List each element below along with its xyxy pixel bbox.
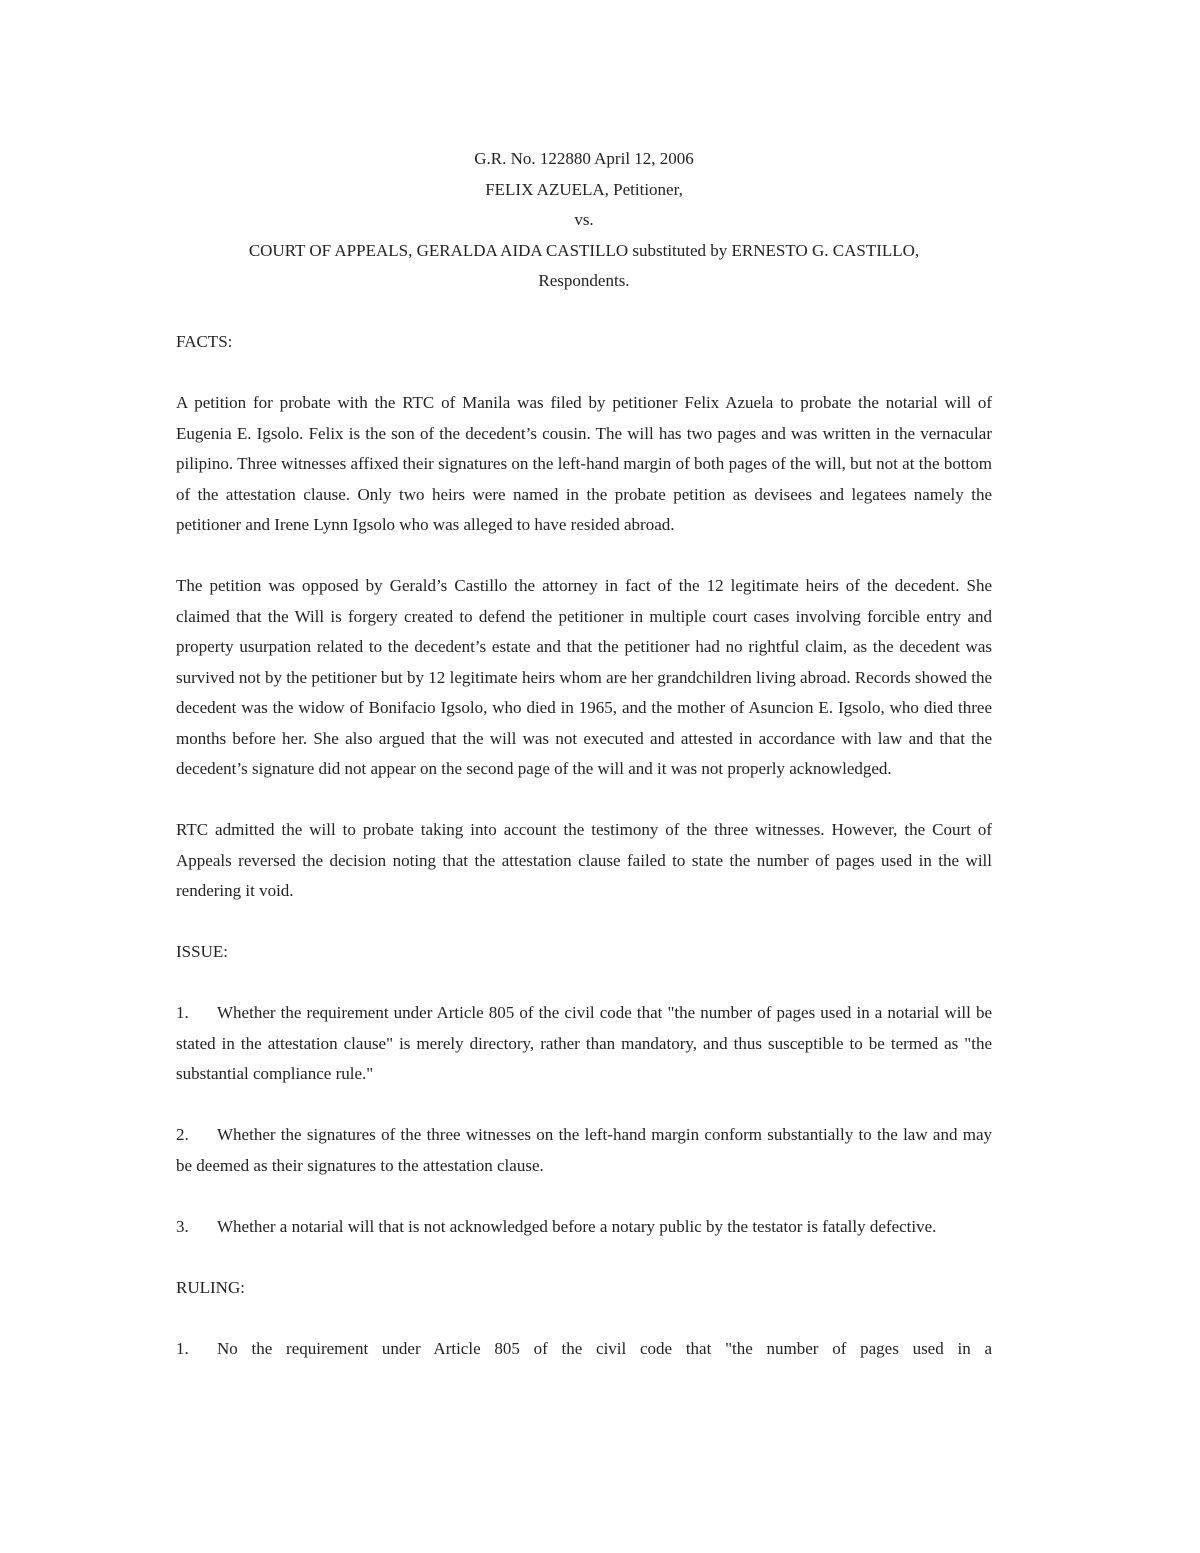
versus-line: vs. <box>574 210 594 229</box>
ruling-item-number: 1. <box>176 1338 189 1358</box>
petitioner-line: FELIX AZUELA, Petitioner, <box>485 179 683 199</box>
document-body <box>176 327 992 1364</box>
ruling-heading: RULING: <box>176 1277 245 1297</box>
respondents-line-2: Respondents. <box>538 271 630 290</box>
issue-item-3 <box>176 1212 992 1243</box>
case-number-date: G.R. No. 122880 April 12, 2006 <box>474 149 694 168</box>
issue-item-number: 3. <box>176 1216 189 1236</box>
issue-item-text: Whether a notarial will that is not acknowledged before a notary public by the testator is fatally defective. <box>217 1216 937 1236</box>
issue-item-number: 1. <box>176 1003 189 1022</box>
ruling-item-1 <box>176 1334 992 1365</box>
facts-paragraph-1: A petition for probate with the RTC of Manila was filed by petitioner Felix Azuela to probate the notarial will of Eugenia E. Igsolo. Felix is the son of the decedent’s cousin. The will has two pages and was written in the vernacular pilipino. Three witnesses affixed their signatures on the left-hand margin of both pages of the will, but not at the bottom of the attestation clause. Only two heirs were named in the probate petition as devisees and legatees namely the petitioner and Irene Lynn Igsolo who was alleged to have resided abroad. <box>176 393 992 534</box>
issue-item-2 <box>176 1120 992 1181</box>
issue-item-text: Whether the signatures of the three witnesses on the left-hand margin conform substantially to the law and may be deemed as their signatures to the attestation clause. <box>176 1125 992 1175</box>
issue-item-number: 2. <box>176 1125 189 1144</box>
issue-heading: ISSUE: <box>176 942 228 961</box>
facts-paragraph-2: The petition was opposed by Gerald’s Castillo the attorney in fact of the 12 legitimate heirs of the decedent. She claimed that the Will is forgery created to defend the petitioner in multiple court cases involving forcible entry and property usurpation related to the decedent’s estate and that the petitioner had no rightful claim, as the decedent was survived not by the petitioner but by 12 legitimate heirs whom are her grandchildren living abroad. Records showed the decedent was the widow of Bonifacio Igsolo, who died in 1965, and the mother of Asuncion E. Igsolo, who died three months before her. She also argued that the will was not executed and attested in accordance with law and that the decedent’s signature did not appear on the second page of the will and it was not properly acknowledged. <box>176 576 992 778</box>
facts-heading: FACTS: <box>176 332 233 351</box>
issue-item-1 <box>176 998 992 1090</box>
facts-paragraph-3: RTC admitted the will to probate taking into account the testimony of the three witnesses. However, the Court of Appeals reversed the decision noting that the attestation clause failed to state the number of pages used in the will rendering it void. <box>176 820 992 900</box>
case-caption <box>160 144 1008 297</box>
respondents-line-1: COURT OF APPEALS, GERALDA AIDA CASTILLO substituted by ERNESTO G. CASTILLO, <box>248 240 920 260</box>
ruling-item-text: No the requirement under Article 805 of the civil code that "the number of pages used in a <box>217 1338 992 1358</box>
issue-item-text: Whether the requirement under Article 805 of the civil code that "the number of pages used in a notarial will be stated in the attestation clause" is merely directory, rather than mandatory, and thus susceptible to be termed as "the substantial compliance rule." <box>176 1003 992 1083</box>
